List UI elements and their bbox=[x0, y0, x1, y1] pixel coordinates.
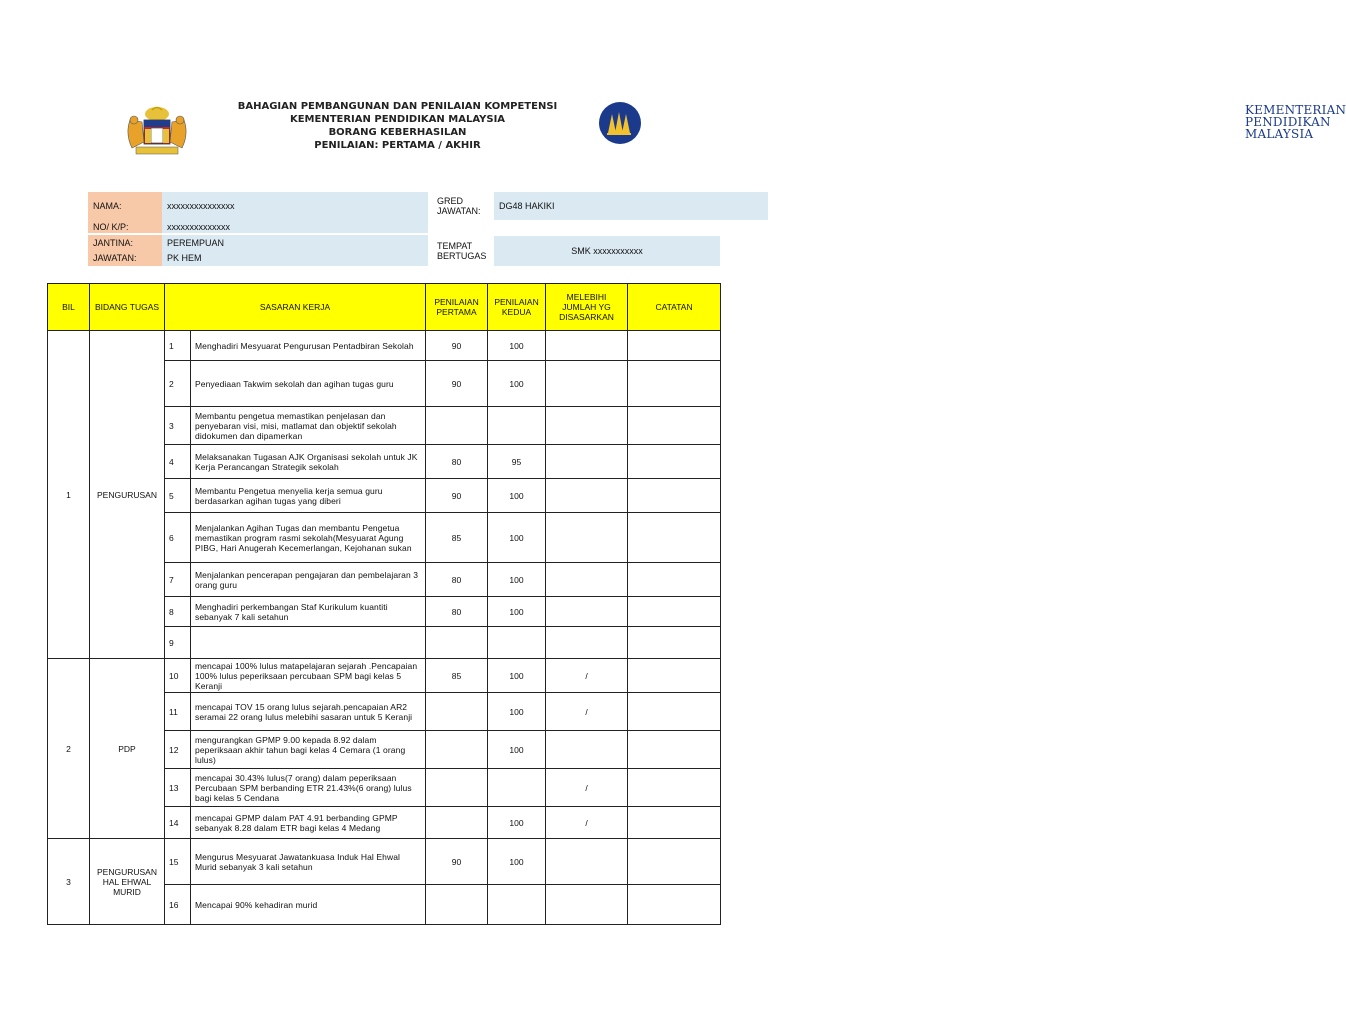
catatan-cell bbox=[628, 659, 721, 693]
header-penilaian-kedua: PENILAIAN KEDUA bbox=[488, 284, 546, 331]
table-row bbox=[48, 659, 721, 693]
catatan-cell bbox=[628, 479, 721, 513]
penilaian-pertama-value bbox=[426, 407, 488, 445]
melebihi-mark bbox=[546, 563, 628, 597]
task-description: Menjalankan pencerapan pengajaran dan pembelajaran 3 orang guru bbox=[191, 563, 426, 597]
penilaian-pertama-value bbox=[426, 693, 488, 731]
task-description: Membantu pengetua memastikan penjelasan dan penyebaran visi, misi, matlamat dan objektif sekolah didokumen dan dipamerkan bbox=[191, 407, 426, 445]
table-header-row bbox=[48, 284, 721, 331]
task-number: 2 bbox=[165, 361, 191, 407]
penilaian-kedua-value: 100 bbox=[488, 693, 546, 731]
heading-line-4: PENILAIAN: PERTAMA / AKHIR bbox=[314, 140, 481, 151]
melebihi-mark bbox=[546, 331, 628, 361]
section-bil: 2 bbox=[48, 659, 90, 839]
penilaian-kedua-value bbox=[488, 627, 546, 659]
task-number: 7 bbox=[165, 563, 191, 597]
melebihi-mark bbox=[546, 731, 628, 769]
ministry-logo bbox=[597, 100, 1346, 146]
gred-value: DG48 HAKIKI bbox=[494, 192, 768, 220]
melebihi-mark: / bbox=[546, 769, 628, 807]
heading-line-3: BORANG KEBERHASILAN bbox=[328, 127, 467, 138]
jawatan-label: JAWATAN: bbox=[88, 250, 162, 266]
melebihi-mark: / bbox=[546, 807, 628, 839]
ministry-name-line-3: MALAYSIA bbox=[1245, 127, 1314, 141]
penilaian-kedua-value: 100 bbox=[488, 513, 546, 563]
section-bil: 3 bbox=[48, 839, 90, 925]
work-targets-table bbox=[47, 283, 721, 925]
penilaian-pertama-value bbox=[426, 731, 488, 769]
penilaian-kedua-value: 100 bbox=[488, 597, 546, 627]
tempat-value: SMK xxxxxxxxxxx bbox=[494, 236, 720, 266]
gred-label: GRED JAWATAN: bbox=[437, 196, 481, 216]
task-description: mencapai GPMP dalam PAT 4.91 berbanding GPMP sebanyak 8.28 dalam ETR bagi kelas 4 Medang bbox=[191, 807, 426, 839]
task-number: 11 bbox=[165, 693, 191, 731]
coat-of-arms-logo bbox=[122, 104, 192, 158]
penilaian-kedua-value: 100 bbox=[488, 331, 546, 361]
header-melebihi: MELEBIHI JUMLAH YG DISASARKAN bbox=[546, 284, 628, 331]
task-number: 5 bbox=[165, 479, 191, 513]
task-number: 4 bbox=[165, 445, 191, 479]
melebihi-mark bbox=[546, 479, 628, 513]
task-number: 16 bbox=[165, 885, 191, 925]
penilaian-pertama-value: 90 bbox=[426, 479, 488, 513]
catatan-cell bbox=[628, 885, 721, 925]
task-description: Penyediaan Takwim sekolah dan agihan tugas guru bbox=[191, 361, 426, 407]
penilaian-pertama-value: 80 bbox=[426, 445, 488, 479]
task-description: Mencapai 90% kehadiran murid bbox=[191, 885, 426, 925]
task-number: 9 bbox=[165, 627, 191, 659]
melebihi-mark bbox=[546, 513, 628, 563]
task-number: 6 bbox=[165, 513, 191, 563]
task-description: Membantu Pengetua menyelia kerja semua guru berdasarkan agihan tugas yang diberi bbox=[191, 479, 426, 513]
penilaian-pertama-value bbox=[426, 627, 488, 659]
jantina-label: JANTINA: bbox=[88, 235, 162, 250]
task-description bbox=[191, 627, 426, 659]
nama-label: NAMA: bbox=[88, 192, 162, 220]
melebihi-mark bbox=[546, 445, 628, 479]
melebihi-mark bbox=[546, 627, 628, 659]
catatan-cell bbox=[628, 731, 721, 769]
task-number: 10 bbox=[165, 659, 191, 693]
table-row bbox=[48, 839, 721, 885]
penilaian-pertama-value: 90 bbox=[426, 839, 488, 885]
task-description: mengurangkan GPMP 9.00 kepada 8.92 dalam peperiksaan akhir tahun bagi kelas 4 Cemara (1 orang lulus) bbox=[191, 731, 426, 769]
nokp-label: NO/ K/P: bbox=[88, 220, 162, 233]
task-description: Menjalankan Agihan Tugas dan membantu Pengetua memastikan program rasmi sekolah(Mesyuarat Agung PIBG, Hari Anugerah Kecemerlangan, Kejohanan sukan bbox=[191, 513, 426, 563]
catatan-cell bbox=[628, 563, 721, 597]
penilaian-kedua-value: 100 bbox=[488, 659, 546, 693]
tempat-label: TEMPAT BERTUGAS bbox=[437, 241, 487, 261]
jantina-value: PEREMPUAN bbox=[162, 235, 428, 250]
catatan-cell bbox=[628, 627, 721, 659]
task-description: Mengurus Mesyuarat Jawatankuasa Induk Hal Ehwal Murid sebanyak 3 kali setahun bbox=[191, 839, 426, 885]
task-number: 1 bbox=[165, 331, 191, 361]
melebihi-mark bbox=[546, 885, 628, 925]
penilaian-pertama-value bbox=[426, 769, 488, 807]
ministry-name bbox=[1245, 104, 1346, 140]
melebihi-mark bbox=[546, 361, 628, 407]
penilaian-pertama-value: 90 bbox=[426, 361, 488, 407]
ministry-name-line-2: PENDIDIKAN bbox=[1245, 115, 1331, 129]
penilaian-pertama-value: 80 bbox=[426, 597, 488, 627]
nokp-value: xxxxxxxxxxxxxx bbox=[162, 220, 428, 233]
penilaian-kedua-value: 100 bbox=[488, 479, 546, 513]
task-description: Menghadiri Mesyuarat Pengurusan Pentadbiran Sekolah bbox=[191, 331, 426, 361]
task-description: Menghadiri perkembangan Staf Kurikulum kuantiti sebanyak 7 kali setahun bbox=[191, 597, 426, 627]
melebihi-mark bbox=[546, 839, 628, 885]
task-number: 15 bbox=[165, 839, 191, 885]
penilaian-kedua-value: 100 bbox=[488, 839, 546, 885]
ministry-emblem-icon bbox=[597, 100, 643, 146]
section-bidang-tugas: PDP bbox=[90, 659, 165, 839]
catatan-cell bbox=[628, 807, 721, 839]
table-row bbox=[48, 331, 721, 361]
penilaian-kedua-value bbox=[488, 885, 546, 925]
catatan-cell bbox=[628, 331, 721, 361]
header-penilaian-pertama: PENILAIAN PERTAMA bbox=[426, 284, 488, 331]
penilaian-pertama-value bbox=[426, 807, 488, 839]
section-bidang-tugas: PENGURUSAN HAL EHWAL MURID bbox=[90, 839, 165, 925]
ministry-name-line-1: KEMENTERIAN bbox=[1245, 103, 1346, 117]
heading-line-1: BAHAGIAN PEMBANGUNAN DAN PENILAIAN KOMPETENSI bbox=[237, 101, 558, 112]
melebihi-mark bbox=[546, 407, 628, 445]
penilaian-pertama-value: 90 bbox=[426, 331, 488, 361]
penilaian-kedua-value: 95 bbox=[488, 445, 546, 479]
task-description: mencapai 30.43% lulus(7 orang) dalam peperiksaan Percubaan SPM berbanding ETR 21.43%(6 orang) lulus bagi kelas 5 Cendana bbox=[191, 769, 426, 807]
penilaian-kedua-value bbox=[488, 407, 546, 445]
catatan-cell bbox=[628, 445, 721, 479]
penilaian-pertama-value: 85 bbox=[426, 513, 488, 563]
header-catatan: CATATAN bbox=[628, 284, 721, 331]
melebihi-mark: / bbox=[546, 693, 628, 731]
task-description: Melaksanakan Tugasan AJK Organisasi sekolah untuk JK Kerja Perancangan Strategik sekolah bbox=[191, 445, 426, 479]
melebihi-mark: / bbox=[546, 659, 628, 693]
form-heading bbox=[200, 100, 595, 152]
task-description: mencapai TOV 15 orang lulus sejarah.pencapaian AR2 seramai 22 orang lulus melebihi sasaran untuk 5 Keranji bbox=[191, 693, 426, 731]
catatan-cell bbox=[628, 769, 721, 807]
jawatan-value: PK HEM bbox=[162, 250, 428, 266]
section-bil: 1 bbox=[48, 331, 90, 659]
table-body bbox=[48, 331, 721, 925]
penilaian-kedua-value: 100 bbox=[488, 807, 546, 839]
header-sasaran-kerja: SASARAN KERJA bbox=[165, 284, 426, 331]
task-number: 13 bbox=[165, 769, 191, 807]
penilaian-pertama-value: 85 bbox=[426, 659, 488, 693]
penilaian-pertama-value: 80 bbox=[426, 563, 488, 597]
penilaian-kedua-value: 100 bbox=[488, 563, 546, 597]
nama-value: xxxxxxxxxxxxxxx bbox=[162, 192, 428, 220]
header-bil: BIL bbox=[48, 284, 90, 331]
catatan-cell bbox=[628, 839, 721, 885]
catatan-cell bbox=[628, 693, 721, 731]
melebihi-mark bbox=[546, 597, 628, 627]
penilaian-kedua-value: 100 bbox=[488, 731, 546, 769]
task-description: mencapai 100% lulus matapelajaran sejarah .Pencapaian 100% lulus peperiksaan percubaan SPM bagi kelas 5 Keranji bbox=[191, 659, 426, 693]
task-number: 3 bbox=[165, 407, 191, 445]
penilaian-pertama-value bbox=[426, 885, 488, 925]
task-number: 14 bbox=[165, 807, 191, 839]
catatan-cell bbox=[628, 597, 721, 627]
header-bidang-tugas: BIDANG TUGAS bbox=[90, 284, 165, 331]
heading-line-2: KEMENTERIAN PENDIDIKAN MALAYSIA bbox=[289, 114, 506, 125]
catatan-cell bbox=[628, 513, 721, 563]
task-number: 8 bbox=[165, 597, 191, 627]
catatan-cell bbox=[628, 407, 721, 445]
penilaian-kedua-value: 100 bbox=[488, 361, 546, 407]
task-number: 12 bbox=[165, 731, 191, 769]
section-bidang-tugas: PENGURUSAN bbox=[90, 331, 165, 659]
penilaian-kedua-value bbox=[488, 769, 546, 807]
catatan-cell bbox=[628, 361, 721, 407]
